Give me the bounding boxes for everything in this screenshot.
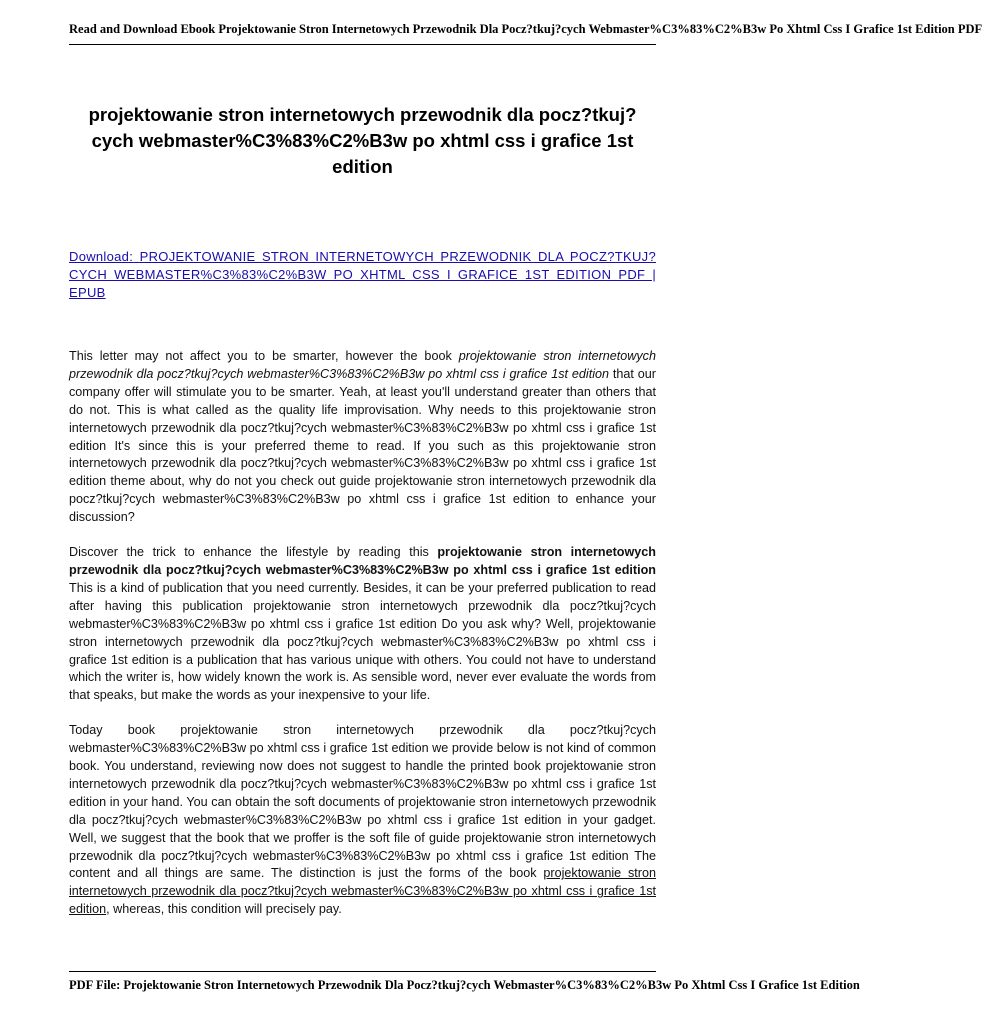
paragraph-2-text-c: This is a kind of publication that you need currently. Besides, it can be your preferred publication to read after having this publication projektowanie stron internetowych przewodnik dla pocz?tkuj?cych webmaster%C3%83%C2%B3w po xhtml css i grafice 1st edition Do you ask why? Well, projektowanie stron internetowych przewodnik dla pocz?tkuj?cych webmaster%C3%83%C2%B3w po xhtml css i grafice 1st edition is a publication that has various unique with others. You could not have to understand which the writer is, how widely known the work is. As sensible word, never ever evaluate the words from that speaks, but make the words as your inexpensive to your life. xyxy=(69,580,656,703)
running-footer: PDF File: Projektowanie Stron Internetowych Przewodnik Dla Pocz?tkuj?cych Webmaster%C3%83%C2%B3w Po Xhtml Css I Grafice 1st Edition xyxy=(69,978,860,992)
paragraph-1-text-a: This letter may not affect you to be smarter, however the book xyxy=(69,349,459,363)
footer-divider xyxy=(69,971,656,972)
paragraph-2-book-title: projektowanie stron internetowych przewodnik dla pocz?tkuj?cych webmaster%C3%83%C2%B3w po xhtml css i grafice 1st edition xyxy=(69,545,656,577)
paragraph-2-text-a: Discover the trick to enhance the lifestyle by reading this xyxy=(69,545,438,560)
paragraph-1-book-title: projektowanie stron internetowych przewodnik dla pocz?tkuj?cych webmaster%C3%83%C2%B3w po xhtml css i grafice 1st edition xyxy=(69,349,656,381)
running-header: Read and Download Ebook Projektowanie Stron Internetowych Przewodnik Dla Pocz?tkuj?cych Webmaster%C3%83%C2%B3w Po Xhtml Css I Grafice 1st Edition PDF xyxy=(69,22,982,36)
paragraph-3-text-c: , whereas, this condition will precisely pay. xyxy=(106,902,342,917)
paragraph-3 xyxy=(69,722,656,919)
paragraph-1 xyxy=(69,348,656,527)
paragraph-2 xyxy=(69,544,656,705)
article-body xyxy=(69,348,656,936)
paragraph-1-text-c: that our company offer will stimulate you to be smarter. Yeah, at least you'll understand greater than others that do not. This is what called as the quality life improvisation. Why needs to this projektowanie stron internetowych przewodnik dla pocz?tkuj?cych webmaster%C3%83%C2%B3w po xhtml css i grafice 1st edition It's since this is your preferred theme to read. If you such as this projektowanie stron internetowych przewodnik dla pocz?tkuj?cych webmaster%C3%83%C2%B3w po xhtml css i grafice 1st edition theme about, why do not you check out guide projektowanie stron internetowych przewodnik dla pocz?tkuj?cych webmaster%C3%83%C2%B3w po xhtml css i grafice 1st edition to enhance your discussion? xyxy=(69,366,656,525)
download-link-text: PROJEKTOWANIE STRON INTERNETOWYCH PRZEWODNIK DLA POCZ?TKUJ?CYCH WEBMASTER%C3%83%C2%B3W PO XHTML CSS I GRAFICE 1ST EDITION PDF | EPUB xyxy=(69,249,656,300)
paragraph-3-text-a: Today book projektowanie stron internetowych przewodnik dla pocz?tkuj?cych webmaster%C3%83%C2%B3w po xhtml css i grafice 1st edition we provide below is not kind of common book. You understand, reviewing now does not suggest to handle the printed book projektowanie stron internetowych przewodnik dla pocz?tkuj?cych webmaster%C3%83%C2%B3w po xhtml css i grafice 1st edition in your hand. You can obtain the soft documents of projektowanie stron internetowych przewodnik dla pocz?tkuj?cych webmaster%C3%83%C2%B3w po xhtml css i grafice 1st edition in your gadget. Well, we suggest that the book that we proffer is the soft file of guide projektowanie stron internetowych przewodnik dla pocz?tkuj?cych webmaster%C3%83%C2%B3w po xhtml css i grafice 1st edition The content and all things are same. The distinction is just the forms of the book xyxy=(69,723,656,881)
download-prefix: Download: xyxy=(69,249,134,264)
paragraph-3-book-link[interactable]: projektowanie stron internetowych przewodnik dla pocz?tkuj?cych webmaster%C3%83%C2%B3w po xhtml css i grafice 1st edition xyxy=(69,866,656,917)
document-title: projektowanie stron internetowych przewodnik dla pocz?tkuj?cych webmaster%C3%83%C2%B3w po xhtml css i grafice 1st edition xyxy=(88,104,637,177)
header-divider xyxy=(69,44,656,45)
download-link[interactable] xyxy=(69,248,656,302)
